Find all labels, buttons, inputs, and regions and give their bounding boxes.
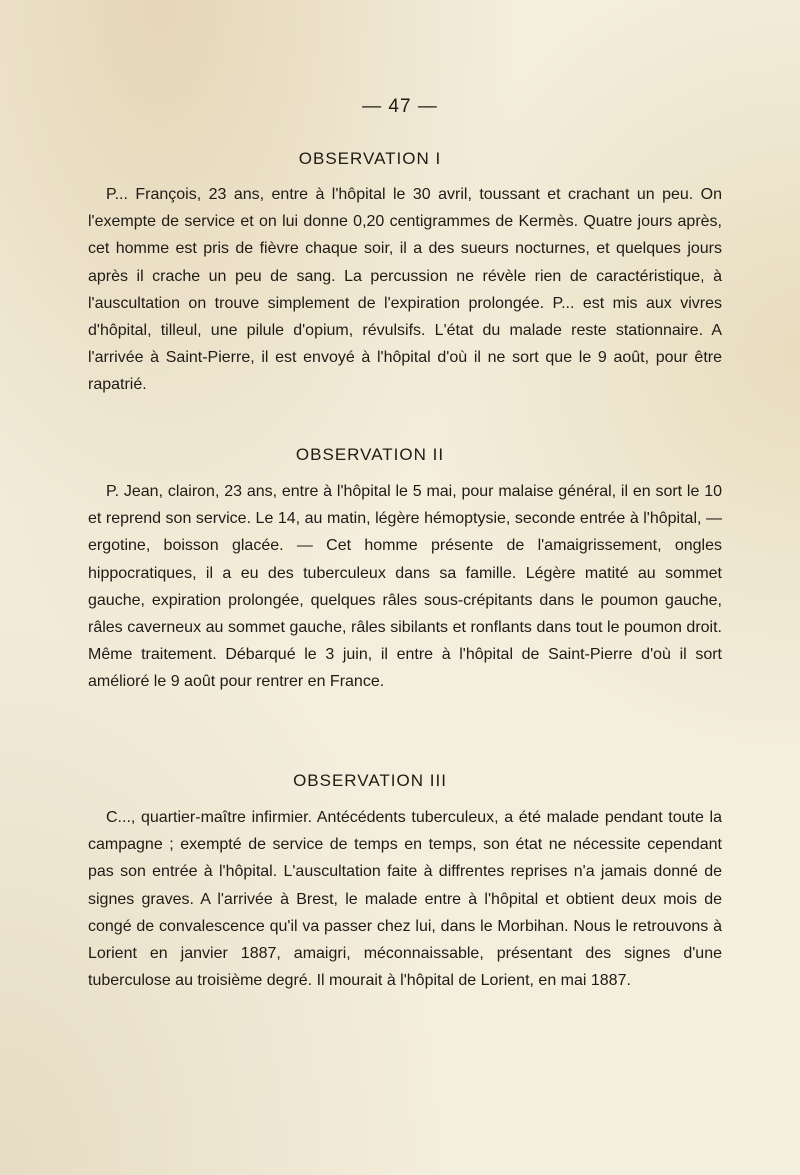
observation-2-text: P. Jean, clairon, 23 ans, entre à l'hôpital le 5 mai, pour malaise général, il en sort le 10 et reprend son service. Le 14, au matin, légère hémoptysie, seconde entrée à l'hôpital, — ergotine, boisson glacée. — Cet homme présente de l'amaigrissement, ongles hippocratiques, il a eu des tuberculeux dans sa famille. Légère matité au sommet gauche, expiration prolongée, quelques râles sous-crépitants dans le poumon gauche, râles caverneux au sommet gauche, râles sibilants et ronflants dans tout le poumon droit. Même traitement. Débarqué le 3 juin, il entre à l'hôpital de Saint-Pierre d'où il sort amélioré le 9 août pour rentrer en France. [88,483,722,691]
page-number: — 47 — [362,96,438,117]
observation-1-title: OBSERVATION I [298,149,442,168]
observation-1-text: P... François, 23 ans, entre à l'hôpital le 30 avril, toussant et crachant un peu. On l'exempte de service et on lui donne 0,20 centigrammes de Kermès. Quatre jours après, cet homme est pris de fièvre chaque soir, il a des sueurs nocturnes, et quelques jours après il crache un peu de sang. La percussion ne révèle rien de caractéristique, à l'auscultation on trouve simplement de l'expiration prolongée. P... est mis aux vivres d'hôpital, tilleul, une pilule d'opium, révulsifs. L'état du malade reste stationnaire. A l'arrivée à Saint-Pierre, il est envoyé à l'hôpital d'où il ne sort que le 9 août, pour être rapatrié. [88,186,722,394]
observation-3-title: OBSERVATION III [293,771,447,790]
observation-2-title: OBSERVATION II [295,445,445,464]
observation-3-text: C..., quartier-maître infirmier. Antécédents tuberculeux, a été malade pendant toute la campagne ; exempté de service de temps en temps, son état ne nécessite cependant pas son entrée à l'hôpital. L'auscultation faite à diffrentes reprises n'a jamais donné de signes graves. A l'arrivée à Brest, le malade entre à l'hôpital et obtient deux mois de congé de convalescence qu'il va passer chez lui, dans le Morbihan. Nous le retrouvons à Lorient en janvier 1887, amaigri, méconnaissable, présentant des signes d'une tuberculose au troisième degré. Il mourait à l'hôpital de Lorient, en mai 1887. [88,809,722,990]
